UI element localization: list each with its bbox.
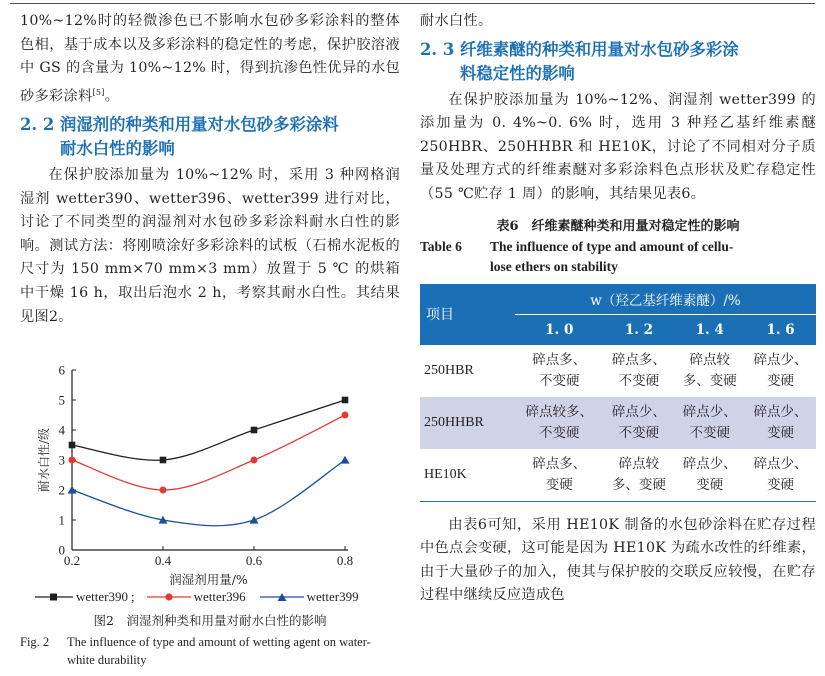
- table-row: [420, 345, 816, 397]
- table-cell-line: 碎点多、: [611, 351, 666, 368]
- table-cell-line: 变硬: [545, 476, 573, 493]
- table-cell: [674, 397, 745, 449]
- paragraph-conclusion: 由表6可知，采用 HE10K 制备的水包砂涂料在贮存过程中色点会变硬，这可能是因为 HE10K 为疏水改性的纤维素，由于大量砂子的加入，使其与保护胶的交联反应较慢，在贮存过程中继续反应造成色: [420, 516, 816, 604]
- legend-swatch-triangle: [260, 592, 304, 602]
- data-point-wetter396: [342, 412, 349, 419]
- legend-item-wetter390: [35, 589, 135, 605]
- data-point-wetter390: [69, 442, 76, 449]
- table-header-col: 1. 2: [604, 314, 675, 345]
- right-column: [420, 10, 816, 608]
- paragraph-continued: 耐水白性。: [420, 13, 493, 29]
- table-cell-line: 不变硬: [689, 424, 730, 441]
- table-cell-line: 碎点较多、: [525, 403, 593, 420]
- table-cell: [515, 449, 604, 502]
- table-cell-line: 变硬: [767, 372, 795, 389]
- figure-caption-line2: white durability: [67, 653, 147, 667]
- table-header-item: 项目: [420, 284, 515, 345]
- section-heading-2-2: [20, 113, 400, 161]
- paragraph-end: 。: [104, 88, 120, 105]
- table-cell: [515, 397, 604, 449]
- table-cell: [745, 449, 816, 502]
- chart-series-lines: [72, 400, 345, 526]
- table-cell: [674, 449, 745, 502]
- table-cell-line: 不变硬: [618, 424, 660, 441]
- left-column: [20, 10, 400, 329]
- data-point-wetter396: [160, 487, 167, 494]
- series-line-wetter390: [72, 400, 345, 460]
- section-title-line2: 耐水白性的影响: [60, 139, 175, 159]
- table-cell: [604, 449, 675, 502]
- table-header-col: 1. 6: [745, 314, 816, 345]
- table-cell-line: 碎点较: [618, 455, 660, 472]
- paragraph-text: 10%~12%时的轻微渗色已不影响水包砂多彩涂料的整体色相，基于成本以及多彩涂料的稳定性的考虑，保护胶溶液中 GS 的含量为 10%~12% 时，得到抗渗色性优异的水包砂多彩涂料: [20, 13, 400, 105]
- data-point-wetter399: [250, 516, 259, 524]
- table-cell: [515, 345, 604, 397]
- legend-label: wetter399: [306, 589, 359, 604]
- table-cell-line: 多、变硬: [611, 476, 666, 493]
- y-tick-label: 1: [58, 512, 65, 528]
- section-title-line2: 料稳定性的影响: [460, 63, 575, 83]
- table-row-label: 250HHBR: [420, 397, 515, 449]
- table-row: [420, 397, 816, 449]
- series-line-wetter396: [72, 415, 345, 490]
- table-cell: [745, 397, 816, 449]
- paragraph-cellulose-ether: 在保护胶添加量为 10%~12%、润湿剂 wetter399 的添加量为 0. 4%~0. 6% 时，选用 3 种羟乙基纤维素醚 250HBR、250HHBR 和 HE10K，讨论了不同相对分子质量及处理方式的纤维素醚对多彩涂料色点形状及贮存稳定性（55 ℃贮存 1 周）的影响，其结果见表6。: [420, 91, 816, 202]
- legend-swatch-circle: [147, 592, 191, 602]
- section-number: 2. 3: [420, 39, 455, 59]
- table-row-label: HE10K: [420, 449, 515, 502]
- data-point-wetter390: [342, 397, 349, 404]
- table-cell-line: 碎点少、: [753, 403, 808, 420]
- table-cell-line: 碎点少、: [682, 455, 737, 472]
- x-tick-label: 0.2: [63, 553, 81, 568]
- table-caption-cn: 表6 纤维素醚种类和用量对稳定性的影响: [496, 218, 740, 234]
- section-number: 2. 2: [20, 115, 55, 135]
- table-6: [420, 284, 816, 502]
- x-tick-label: 0.8: [336, 553, 354, 568]
- table-cell-line: 碎点多、: [532, 351, 587, 368]
- figure-2-chart: [20, 362, 400, 590]
- legend-item-wetter396: [147, 589, 246, 605]
- legend-item-wetter399: [260, 589, 359, 605]
- series-line-wetter399: [72, 460, 345, 526]
- table-cell-line: 不变硬: [539, 424, 580, 441]
- table-cell: [604, 397, 675, 449]
- y-axis-label: 耐水白性/级: [37, 427, 51, 493]
- table-cell-line: 碎点少、: [753, 455, 808, 472]
- x-tick-label: 0.6: [245, 553, 263, 568]
- table-header-col: 1. 0: [515, 314, 604, 345]
- data-point-wetter399: [341, 456, 350, 464]
- x-tick-label: 0.4: [154, 553, 172, 568]
- table-header-group: w（羟乙基纤维素醚）/%: [515, 284, 816, 315]
- table-cell-line: 碎点少、: [611, 403, 666, 420]
- data-point-wetter390: [251, 427, 258, 434]
- table-row-label: 250HBR: [420, 345, 515, 397]
- section-heading-2-3: [420, 38, 816, 86]
- table-cell-line: 不变硬: [539, 372, 580, 389]
- y-tick-label: 0: [58, 542, 65, 558]
- table-caption-en: [420, 237, 816, 277]
- legend-swatch-square: [35, 592, 73, 602]
- figure-caption-cn: 图2 润湿剂种类和用量对耐水白性的影响: [93, 613, 327, 628]
- table-cell-line: 碎点少、: [682, 403, 737, 420]
- paragraph-wetting-agent: 在保护胶添加量为 10%~12% 时，采用 3 种网格润湿剂 wetter390、wetter396、wetter399 进行对比，讨论了不同类型的润湿剂对水包砂多彩涂料耐水白性的影响。测试方法：将刚喷涂好多彩涂料的试板（石棉水泥板的尺寸为 150 mm×70 mm×3 mm）放置于 5 ℃ 的烘箱中干燥 16 h，取出后泡水 2 h，考察其耐水白性。其结果见图2。: [20, 167, 400, 325]
- table-header-col: 1. 4: [674, 314, 745, 345]
- x-axis-label: 润湿剂用量/%: [169, 572, 248, 587]
- table-caption-label: Table 6: [420, 238, 462, 254]
- reference-mark[interactable]: [5]: [92, 87, 105, 97]
- table-cell-line: 碎点较: [689, 351, 730, 368]
- data-point-wetter396: [69, 457, 76, 464]
- y-tick-label: 6: [58, 362, 65, 378]
- table-cell: [674, 345, 745, 397]
- y-tick-label: 5: [58, 392, 65, 408]
- table-cell-line: 不变硬: [618, 372, 660, 389]
- table-cell: [604, 345, 675, 397]
- table-cell: [745, 345, 816, 397]
- table-cell-line: 变硬: [767, 424, 795, 441]
- legend-label: wetter390: [76, 589, 128, 604]
- section-title-line1: 纤维素醚的种类和用量对水包砂多彩涂: [460, 39, 739, 59]
- chart-axes: [59, 363, 354, 569]
- table-cell-line: 碎点少、: [753, 351, 808, 368]
- chart-legend: [35, 589, 405, 605]
- table-cell-line: 变硬: [696, 476, 724, 493]
- table-cell-line: 碎点多、: [532, 455, 587, 472]
- table-body: [420, 345, 816, 502]
- section-title-line1: 润湿剂的种类和用量对水包砂多彩涂料: [60, 115, 339, 135]
- paragraph-gs-content: [20, 10, 400, 109]
- table-caption-line2: lose ethers on stability: [490, 258, 618, 274]
- y-tick-label: 3: [58, 452, 65, 468]
- table-cell-line: 变硬: [767, 476, 795, 493]
- table-row: [420, 449, 816, 502]
- page-top-rule: [10, 3, 815, 4]
- table-caption-line1: The influence of type and amount of cellu-: [490, 238, 734, 254]
- figure-caption-line1: The influence of type and amount of wetting agent on water-: [67, 635, 371, 649]
- data-point-wetter396: [251, 457, 258, 464]
- figure-caption-en: [20, 633, 392, 669]
- figure-caption-label: Fig. 2: [20, 635, 50, 649]
- y-tick-label: 4: [58, 422, 65, 438]
- legend-label: wetter396: [193, 589, 246, 604]
- table-cell-line: 多、变硬: [682, 372, 737, 389]
- legend-separator: ;: [130, 589, 135, 604]
- data-point-wetter390: [160, 457, 167, 464]
- y-tick-label: 2: [58, 482, 65, 498]
